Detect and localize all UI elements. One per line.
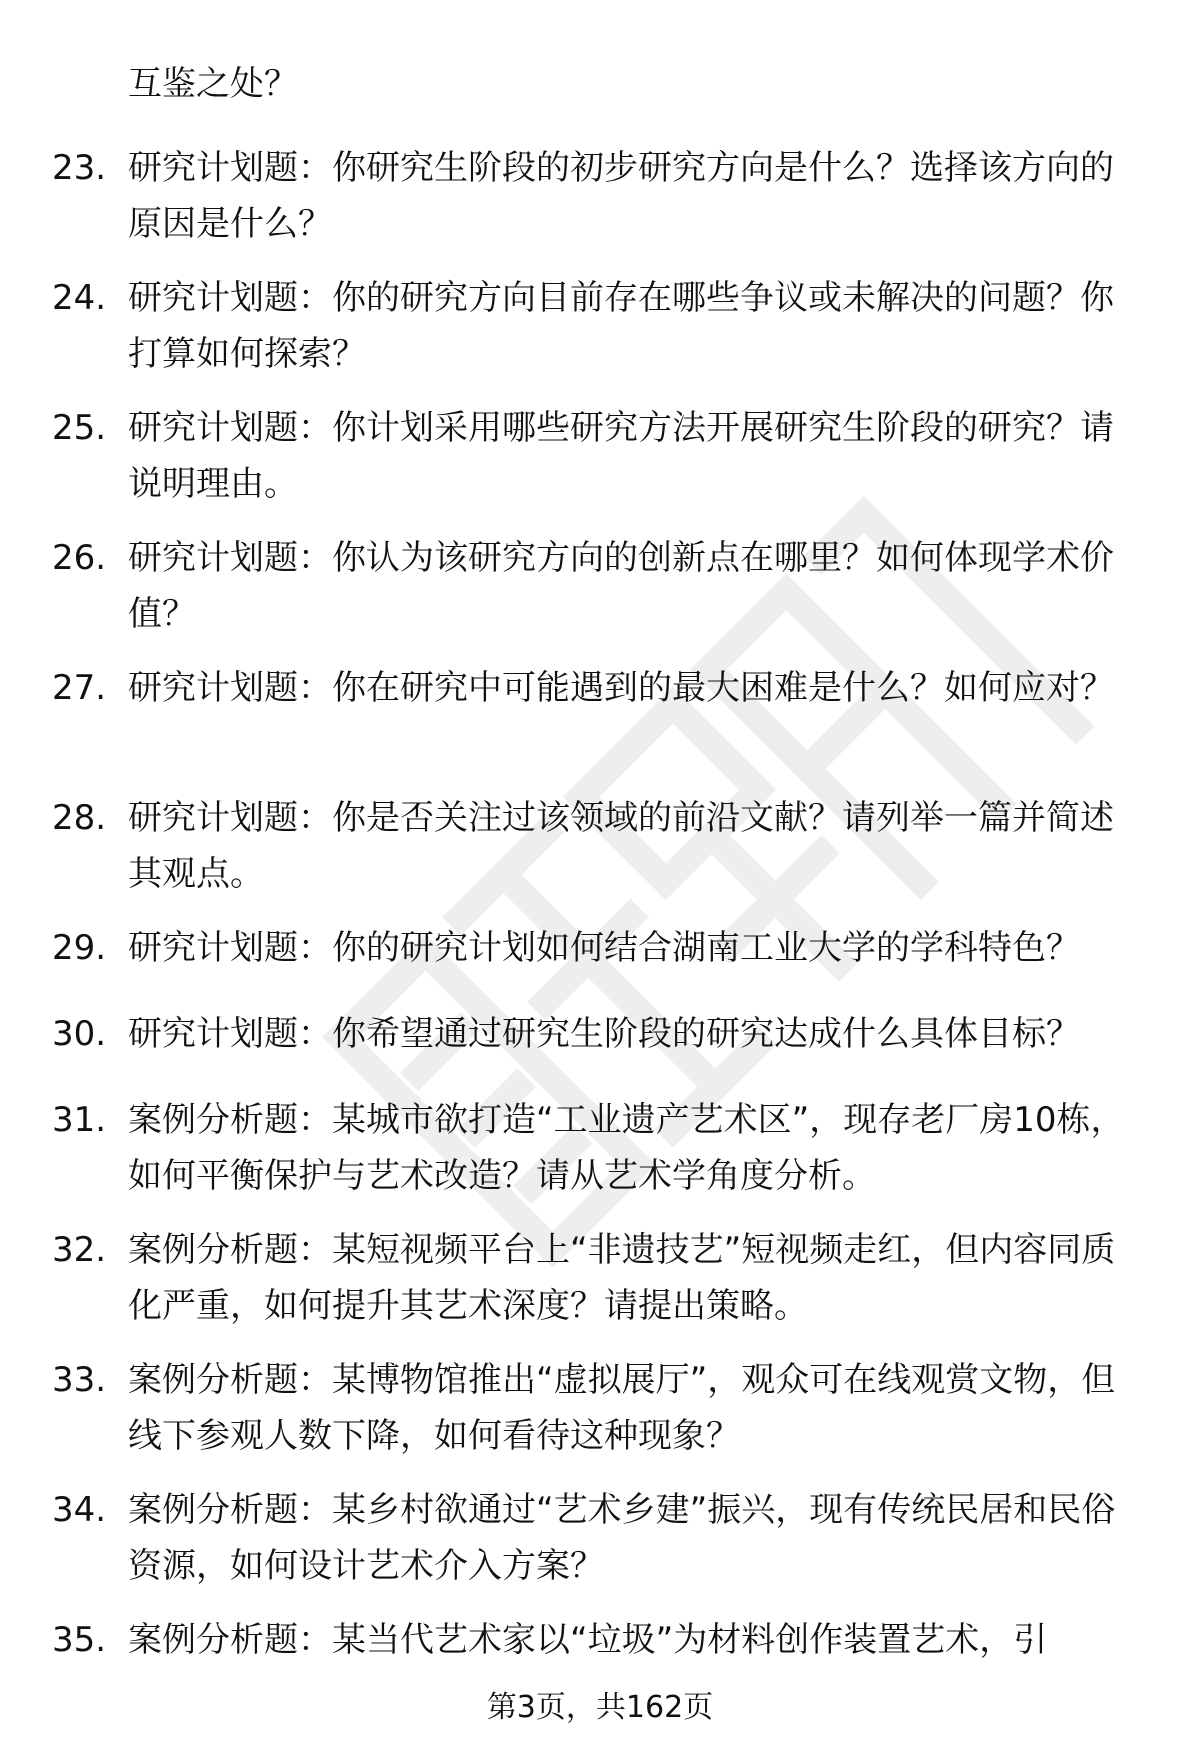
question-item bbox=[0, 530, 1200, 642]
question-item bbox=[0, 1006, 1200, 1062]
question-item bbox=[0, 400, 1200, 512]
question-item bbox=[0, 660, 1200, 772]
question-item bbox=[0, 920, 1200, 976]
question-item bbox=[0, 1352, 1200, 1464]
question-item bbox=[0, 140, 1200, 252]
question-number: 33. bbox=[52, 1360, 107, 1400]
question-number: 25. bbox=[52, 408, 107, 448]
question-number: 35. bbox=[52, 1620, 107, 1660]
question-text: 案例分析题：某博物馆推出“虚拟展厅”，观众可在线观赏文物，但线下参观人数下降，如何看待这种现象？ bbox=[128, 1360, 1116, 1456]
question-item bbox=[0, 270, 1200, 382]
question-number: 34. bbox=[52, 1490, 107, 1530]
question-text: 案例分析题：某短视频平台上“非遗技艺”短视频走红，但内容同质化严重，如何提升其艺术深度？请提出策略。 bbox=[128, 1230, 1116, 1326]
question-number: 27. bbox=[52, 668, 107, 708]
question-text: 案例分析题：某乡村欲通过“艺术乡建”振兴，现有传统民居和民俗资源，如何设计艺术介入方案？ bbox=[128, 1490, 1116, 1586]
question-text: 案例分析题：某城市欲打造“工业遗产艺术区”，现存老厂房10栋，如何平衡保护与艺术改造？请从艺术学角度分析。 bbox=[128, 1100, 1125, 1196]
question-item bbox=[0, 790, 1200, 902]
question-number: 31. bbox=[52, 1100, 107, 1140]
continuation-text: 互鉴之处？ bbox=[128, 64, 298, 104]
question-text: 研究计划题：你计划采用哪些研究方法开展研究生阶段的研究？请说明理由。 bbox=[128, 408, 1114, 504]
question-item bbox=[0, 1612, 1200, 1668]
question-number: 23. bbox=[52, 148, 107, 188]
question-text: 案例分析题：某当代艺术家以“垃圾”为材料创作装置艺术，引 bbox=[128, 1620, 1048, 1660]
question-item bbox=[0, 1482, 1200, 1594]
question-number: 28. bbox=[52, 798, 107, 838]
question-number: 26. bbox=[52, 538, 107, 578]
question-text: 研究计划题：你希望通过研究生阶段的研究达成什么具体目标？ bbox=[128, 1014, 1080, 1054]
question-number: 29. bbox=[52, 928, 107, 968]
question-number: 32. bbox=[52, 1230, 107, 1270]
question-number: 30. bbox=[52, 1014, 107, 1054]
question-number: 24. bbox=[52, 278, 107, 318]
question-text: 研究计划题：你是否关注过该领域的前沿文献？请列举一篇并简述其观点。 bbox=[128, 798, 1114, 894]
question-text: 研究计划题：你在研究中可能遇到的最大困难是什么？如何应对？ bbox=[128, 668, 1114, 708]
question-item bbox=[0, 1222, 1200, 1334]
question-text: 研究计划题：你研究生阶段的初步研究方向是什么？选择该方向的原因是什么？ bbox=[128, 148, 1114, 244]
page-number-footer: 第3页，共162页 bbox=[486, 1690, 714, 1725]
question-item bbox=[0, 1092, 1200, 1204]
question-text: 研究计划题：你的研究计划如何结合湖南工业大学的学科特色？ bbox=[128, 928, 1080, 968]
question-list bbox=[0, 140, 1200, 1698]
question-text: 研究计划题：你认为该研究方向的创新点在哪里？如何体现学术价值？ bbox=[128, 538, 1114, 634]
question-text: 研究计划题：你的研究方向目前存在哪些争议或未解决的问题？你打算如何探索？ bbox=[128, 278, 1114, 374]
